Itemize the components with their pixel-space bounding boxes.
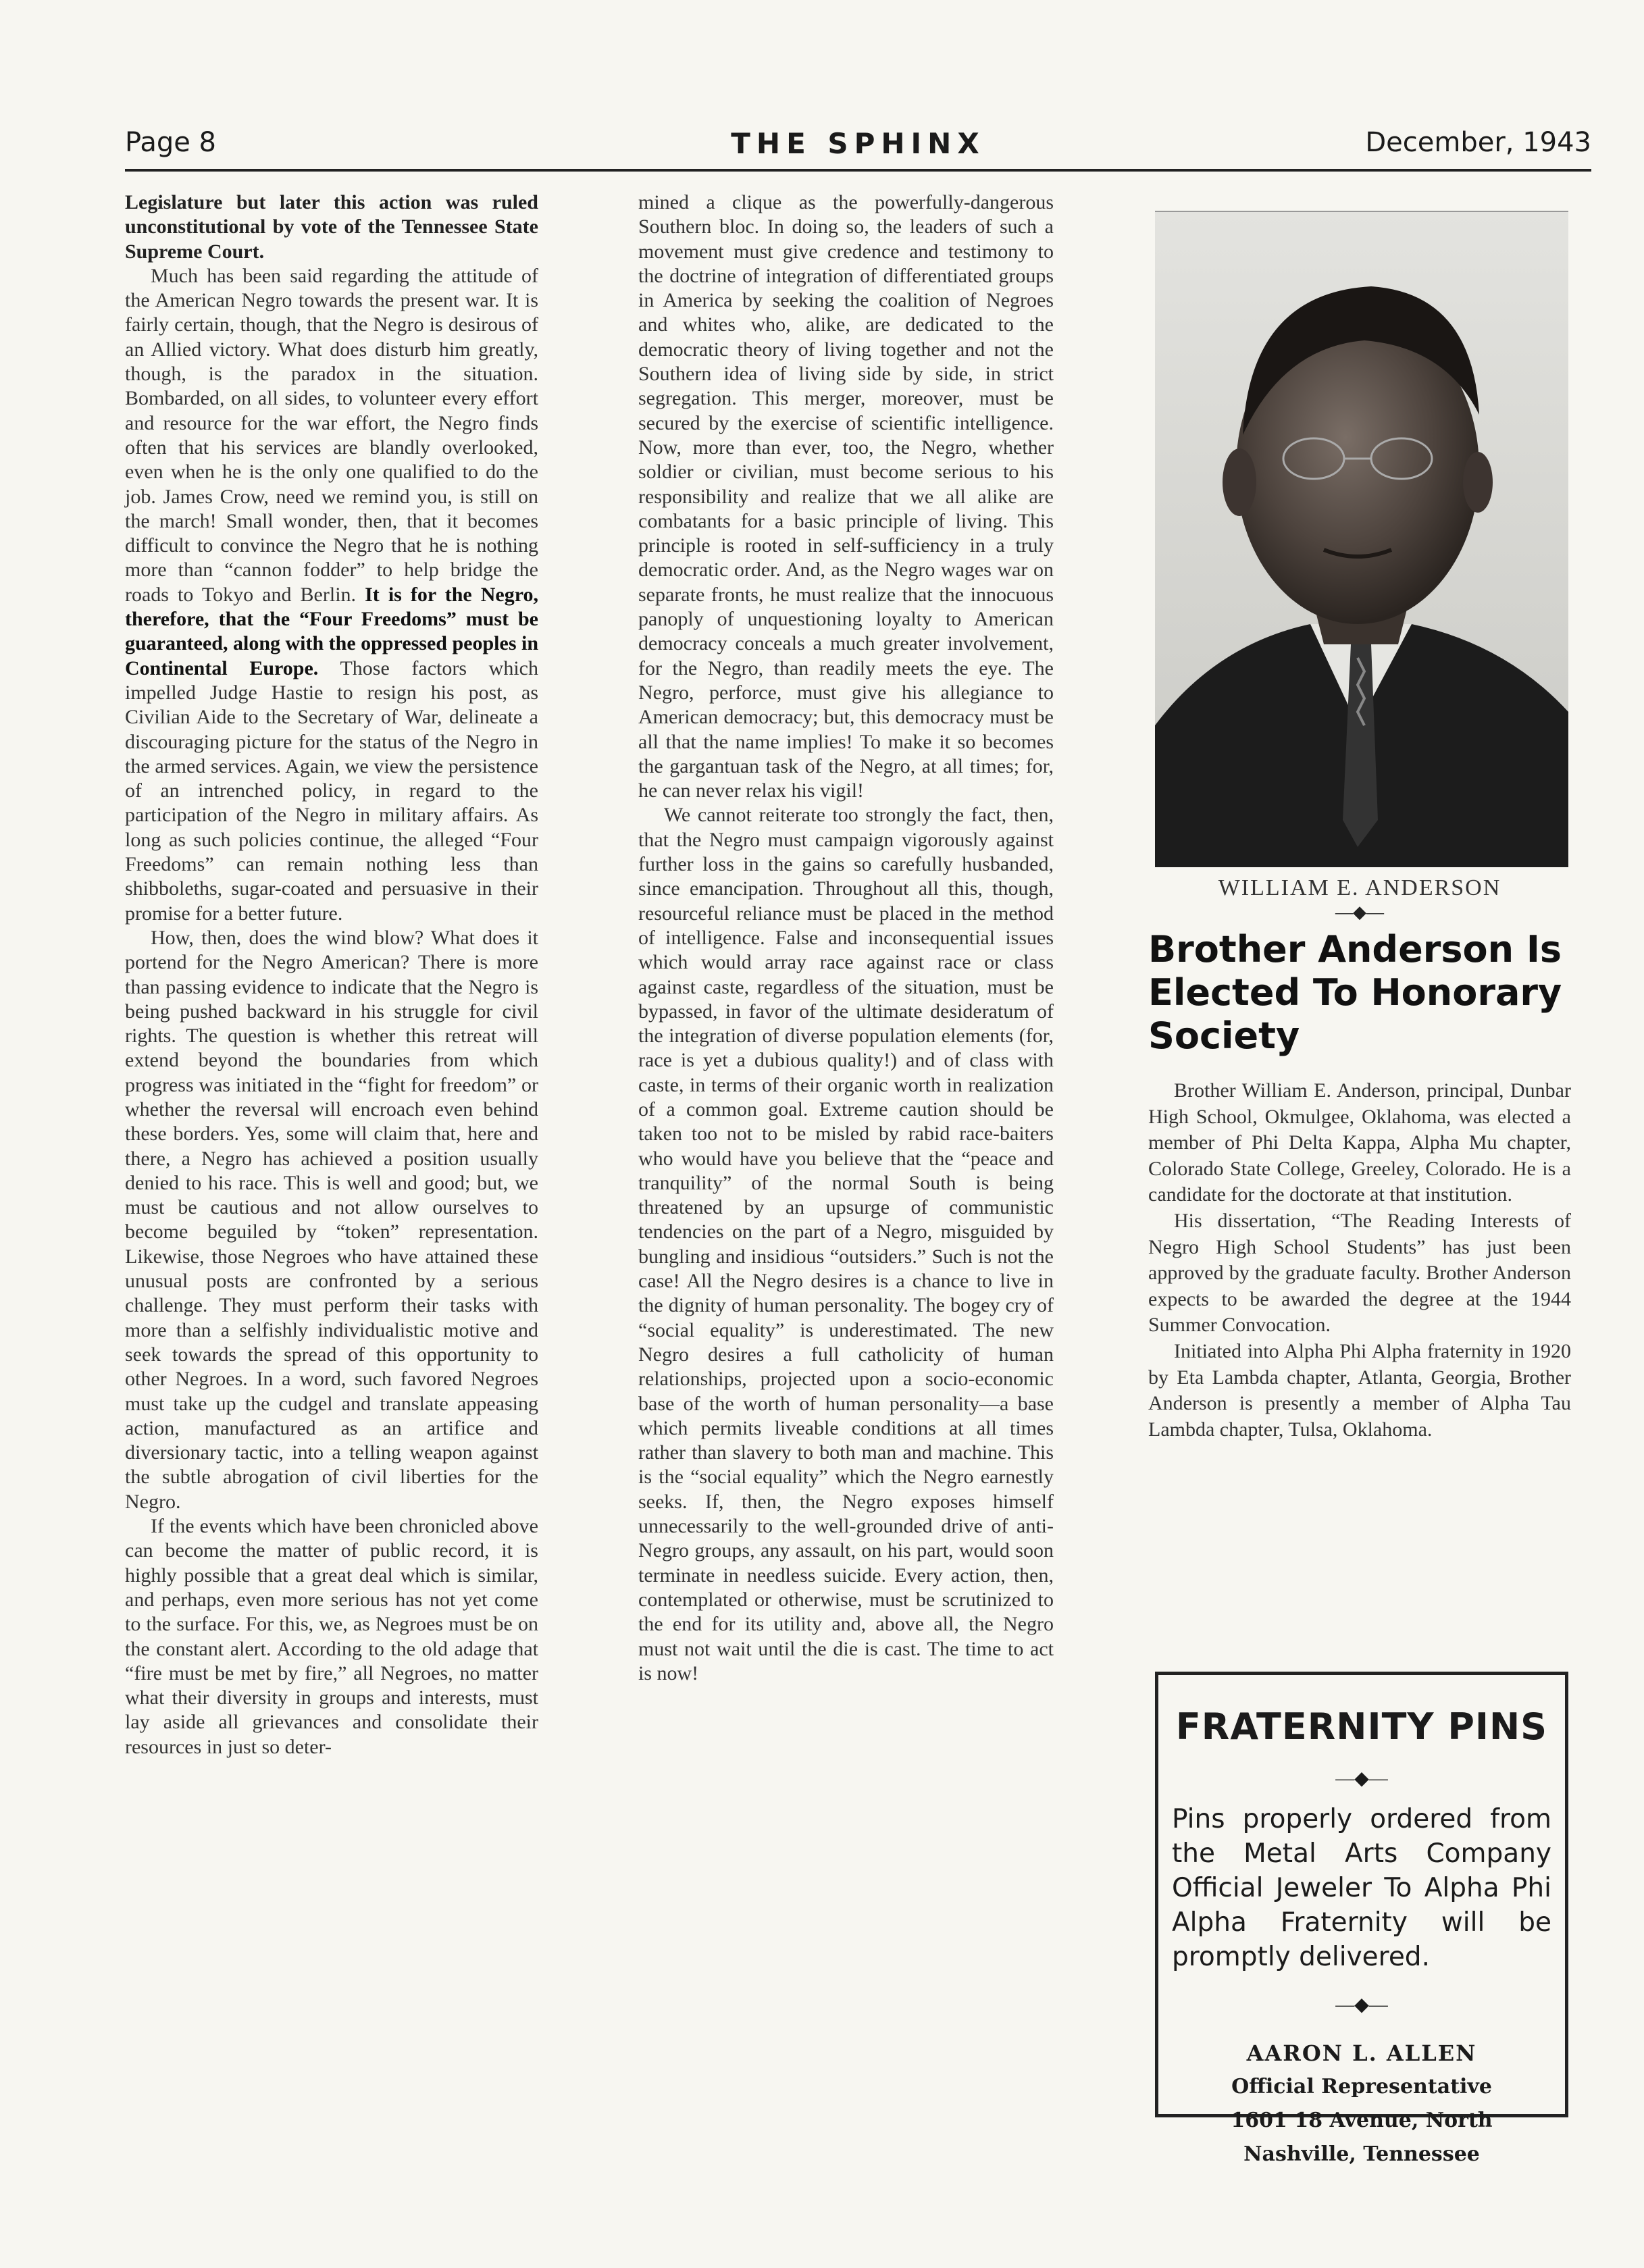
- ad-body: Pins properly ordered from the Metal Arts Company Official Jeweler To Alpha Phi Alpha Fraternity will be promptly delivered.: [1172, 1804, 1551, 1972]
- text-run: Much has been said regarding the attitude of the American Negro towards the present war. It is fairly certain, though, that the Negro is desirous of an Allied victory. What does disturb him greatly, though, is the paradox in the situation. Bombarded, on all sides, to volunteer every effort and resource for the war effort, the Negro finds often that his services are blandly overlooked, even when he is the only one qualified to do the job. James Crow, need we remind you, is still on the march! Small wonder, then, that it becomes difficult to convince the Negro that he is nothing more than “cannon fodder” to help bridge the roads to Tokyo and Berlin.: [125, 264, 538, 606]
- paragraph: mined a clique as the powerfully-dangerous Southern bloc. In doing so, the leaders of such a movement must give credence and testimony to the doctrine of integration of differentiated groups in America by seeking the coalition of Negroes and whites who, alike, are dedicated to the democratic theory of living together and not the Southern idea of living side by side, in strict segregation. This merger, moreover, must be secured by the exercise of scientific intelligence. Now, more than ever, too, the Negro, whether soldier or civilian, must become serious to his responsibility and realize that we all alike are combatants for a basic principle of living. This principle is rooted in self-sufficiency in a truly democratic order. And, as the Negro wages war on separate fronts, he must realize that the innocuous panoply of unquestioning loyalty to American democracy conceals a much greater involvement, for the Negro, than readily meets the eye. The Negro, perforce, must give his allegiance to American democracy; but, this democracy must be all that the name implies! To make it so becomes the gargantuan task of the Negro, at all times; for, he can never relax his vigil!: [638, 191, 1054, 802]
- advertisement-box: [1155, 1672, 1568, 2166]
- paragraph: [125, 264, 538, 926]
- ornament-divider: —◆—: [1335, 1994, 1388, 2015]
- publication-title: THE SPHINX: [731, 127, 985, 160]
- ornament-divider: —◆—: [1335, 1768, 1388, 1789]
- portrait-image: [1155, 212, 1568, 867]
- paragraph: We cannot reiterate too strongly the fact, then, that the Negro must campaign vigorously against further loss in the gains so carefully husbanded, since emancipation. Throughout all this, though, resourceful reliance must be placed in the method of intelligence. False and inconsequential issues which would array race against race or class against caste, regardless of the situation, must be bypassed, in favor of the ultimate desideratum of the integration of diverse population elements (for, race is yet a dubious quality!) and of class with caste, in terms of their organic worth in realization of a common goal. Extreme caution should be taken too not to be misled by rabid race-baiters who would have you believe that the “peace and tranquility” of the normal South is being threatened by an upsurge of communistic tendencies on the part of a Negro, misguided by bungling and insidious “outsiders.” Such is not the case! All the Negro desires is a chance to live in the dignity of human personality. The bogey cry of “social equality” is underestimated. The new Negro desires a full catholicity of human relationships, projected upon a socio-economic base of the worth of human personality—a base which permits liveable conditions at all times rather than slavery to both man and machine. This is the “social equality” which the Negro earnestly seeks. If, then, the Negro exposes himself unnecessarily to the well-grounded drive of anti-Negro groups, any assault, on his part, would soon terminate in needless suicide. Every action, then, contemplated or otherwise, must be scrutinized to the end for its utility and, above all, the Negro must not wait until the die is cast. The time to act is now!: [638, 804, 1054, 1684]
- issue-date: December, 1943: [1365, 127, 1591, 158]
- article-headline: Brother Anderson Is Elected To Honorary Society: [1148, 928, 1562, 1057]
- sidebar-column: [1148, 190, 1571, 1443]
- page-number: Page 8: [125, 127, 216, 158]
- article-body: [1148, 1078, 1571, 1443]
- ad-title: FRATERNITY PINS: [1175, 1705, 1548, 1748]
- paragraph: Initiated into Alpha Phi Alpha fraternity in 1920 by Eta Lambda chapter, Atlanta, Georgia, Brother Anderson is presently a member of Alpha Tau Lambda chapter, Tulsa, Oklahoma.: [1148, 1339, 1571, 1441]
- text-run: Those factors which impelled Judge Hastie to resign his post, as Civilian Aide to the Secretary of War, delineate a discouraging picture for the status of the Negro in the armed services. Again, we view the persistence of an intrenched policy, in regard to the participation of the Negro in military affairs. As long as such policies continue, the alleged “Four Freedoms” can remain nothing less than shibboleths, sugar-coated and persuasive in their promise for a better future.: [125, 656, 538, 925]
- ornament-divider: —◆—: [1335, 902, 1384, 922]
- page-header: [125, 122, 1591, 172]
- ad-contact-address: 1601 18 Avenue, North: [1231, 2109, 1493, 2132]
- paragraph: Brother William E. Anderson, principal, Dunbar High School, Okmulgee, Oklahoma, was elected a member of Phi Delta Kappa, Alpha Mu chapter, Colorado State College, Greeley, Colorado. He is a candidate for the doctorate at that institution.: [1148, 1079, 1571, 1206]
- ad-contact-role: Official Representative: [1231, 2075, 1492, 2098]
- emphasis-text: It is for the Negro, therefore, that the “Four Freedoms” must be guaranteed, along with the oppressed peoples in Continental Europe.: [125, 583, 539, 679]
- paragraph: If the events which have been chronicled above can become the matter of public record, it is highly possible that a great deal which is similar, and perhaps, even more serious has not yet come to the surface. For this, we, as Negroes must be on the constant alert. According to the old adage that “fire must be met by fire,” all Negroes, no matter what their diversity in groups and interests, must lay aside all grievances and consolidate their resources in just so deter-: [125, 1515, 538, 1758]
- paragraph: His dissertation, “The Reading Interests of Negro High School Students” has just been approved by the graduate faculty. Brother Anderson expects to be awarded the degree at the 1944 Summer Convocation.: [1148, 1209, 1571, 1337]
- ad-contact-city: Nashville, Tennessee: [1243, 2142, 1480, 2166]
- portrait-photo: [1155, 211, 1568, 867]
- article-column-2: [638, 190, 1054, 1686]
- paragraph: How, then, does the wind blow? What does it portend for the Negro American? There is more than passing evidence to indicate that the Negro is being pushed backward in his struggle for civil rights. The question is whether this retreat will extend beyond the boundaries from which progress was initiated in the “fight for freedom” or whether the reversal will encroach even behind these borders. Yes, some will claim that, here and there, a Negro has achieved a position usually denied to his race. This is well and good; but, we must be cautious and not allow ourselves to become beguiled by “token” representation. Likewise, those Negroes who have attained these unusual posts are confronted by a serious challenge. They must perform their tasks with more than a selfishly individualistic motive and seek towards the spread of this opportunity to other Negroes. In a word, such favored Negroes must take up the cudgel and translate appeasing action, manufactured as an artifice and diversionary tactic, into a telling weapon against the subtle abrogation of civil liberties for the Negro.: [125, 926, 538, 1513]
- paragraph: Legislature but later this action was ruled unconstitutional by vote of the Tennessee State Supreme Court.: [125, 191, 538, 263]
- article-column-1: [125, 190, 538, 1759]
- ad-contact-name: AARON L. ALLEN: [1246, 2040, 1477, 2066]
- photo-caption: WILLIAM E. ANDERSON: [1218, 875, 1501, 900]
